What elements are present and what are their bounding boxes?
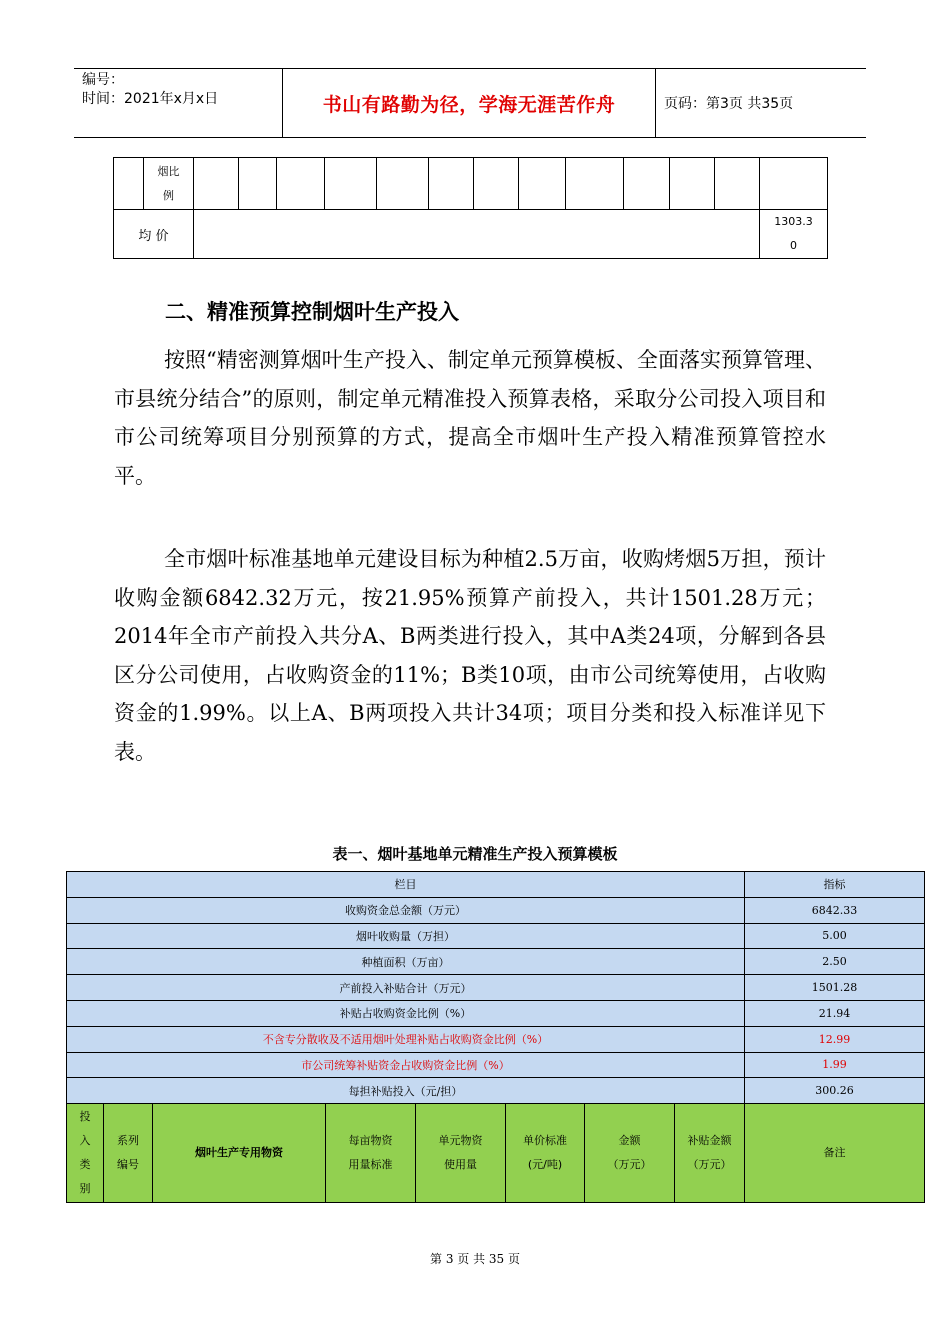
row-item: 烟叶收购量（万担）: [67, 923, 745, 949]
table-row: [67, 975, 925, 1001]
page-footer: 第 3 页 共 35 页: [430, 1252, 520, 1266]
header-line: 类: [79, 1158, 91, 1172]
header-line: （万元）: [687, 1158, 732, 1172]
table-row: [67, 923, 925, 949]
row-item: 收购资金总金额（万元）: [67, 897, 745, 923]
table-cell: [760, 158, 828, 210]
row-value: 21.94: [745, 1000, 925, 1026]
table-caption: 表一、烟叶基地单元精准生产投入预算模板: [332, 845, 618, 863]
table-row: [67, 1052, 925, 1078]
row-item: 产前投入补贴合计（万元）: [67, 975, 745, 1001]
section-heading: 二、精准预算控制烟叶生产投入: [165, 300, 459, 324]
paragraph-1: 按照“精密测算烟叶生产投入、制定单元预算模板、全面落实预算管理、市县统分结合”的原则，制定单元精准投入预算表格，采取分公司投入项目和市公司统筹项目分别预算的方式，提高全市烟叶生产投入精准预算管控水平。: [114, 348, 826, 488]
ratio-label: [144, 158, 194, 210]
col-unit-price: [506, 1104, 585, 1203]
ratio-label-line: 烟比: [157, 164, 180, 178]
avg-label: 均 价: [114, 210, 194, 259]
header-line: （万元）: [607, 1158, 652, 1172]
table-row: [67, 949, 925, 975]
row-value: 1.99: [745, 1052, 925, 1078]
column-header-row: [67, 1104, 925, 1203]
table-cell: [566, 158, 624, 210]
header-line: 别: [79, 1182, 91, 1196]
header-line: 单元物资: [438, 1134, 483, 1148]
head-item: 栏目: [67, 872, 745, 898]
header-line: 使用量: [444, 1158, 477, 1172]
header-line: 入: [79, 1134, 91, 1148]
col-investment-type: [67, 1104, 104, 1203]
col-per-mu-standard: [326, 1104, 416, 1203]
col-materials: 烟叶生产专用物资: [153, 1104, 326, 1203]
table-cell: [377, 158, 429, 210]
row-item: 不含专分散收及不适用烟叶处理补贴占收购资金比例（%）: [67, 1026, 745, 1052]
table-cell: [670, 158, 715, 210]
row-value: 5.00: [745, 923, 925, 949]
header-line: 单价标准: [523, 1134, 567, 1148]
header-line: 补贴金额: [687, 1134, 732, 1148]
row-value: 6842.33: [745, 897, 925, 923]
avg-value-line: 1303.3: [774, 215, 813, 228]
table-row: [67, 1078, 925, 1104]
table-cell: [519, 158, 566, 210]
avg-value: [760, 210, 828, 259]
table-row: [67, 897, 925, 923]
header-line: 金额: [618, 1134, 641, 1148]
table-row: [67, 1000, 925, 1026]
header-line: (元/吨): [527, 1158, 563, 1172]
table-cell: [429, 158, 474, 210]
number-label: 编号：: [82, 72, 124, 88]
continued-table: [113, 157, 828, 259]
row-value: 12.99: [745, 1026, 925, 1052]
row-item: 补贴占收购资金比例（%）: [67, 1000, 745, 1026]
avg-value-line: 0: [790, 239, 797, 252]
table-cell: [194, 158, 239, 210]
header-line: 每亩物资: [348, 1134, 393, 1148]
col-unit-usage: [416, 1104, 506, 1203]
col-remarks: 备注: [745, 1104, 925, 1203]
row-item: 每担补贴投入（元/担）: [67, 1078, 745, 1104]
header-line: 用量标准: [348, 1158, 393, 1172]
row-item: 市公司统筹补贴资金占收购资金比例（%）: [67, 1052, 745, 1078]
page-label: 页码：第3页 共35页: [664, 96, 794, 112]
head-value: 指标: [745, 872, 925, 898]
header-line: 系列: [117, 1134, 139, 1148]
table-cell: [474, 158, 519, 210]
motto: 书山有路勤为径，学海无涯苦作舟: [282, 69, 656, 137]
page-header: [74, 68, 866, 138]
col-series-number: [104, 1104, 153, 1203]
time-label: 时间：2021年x月x日: [82, 91, 219, 107]
table-row: [67, 1026, 925, 1052]
table-cell: [715, 158, 760, 210]
ratio-label-line: 例: [163, 188, 174, 202]
table-cell: [194, 210, 760, 259]
row-value: 1501.28: [745, 975, 925, 1001]
col-subsidy-amount: [675, 1104, 745, 1203]
header-line: 投: [79, 1110, 91, 1124]
table-cell: [325, 158, 377, 210]
table-cell: [239, 158, 277, 210]
header-line: 编号: [117, 1158, 139, 1172]
budget-table: [66, 871, 925, 1203]
table-cell: [277, 158, 325, 210]
header-meta: [74, 69, 282, 137]
paragraph-2: 全市烟叶标准基地单元建设目标为种植2.5万亩，收购烤烟5万担，预计收购金额6842.32万元，按21.95%预算产前投入，共计1501.28万元；2014年全市产前投入共分A、B两类进行投入，其中A类24项，分解到各县区分公司使用，占收购资金的11%；B类10项，由市公司统筹使用，占收购资金的1.99%。以上A、B两项投入共计34项；项目分类和投入标准详见下表。: [114, 547, 826, 764]
row-value: 300.26: [745, 1078, 925, 1104]
col-amount: [585, 1104, 675, 1203]
table-cell: [114, 158, 144, 210]
table-cell: [624, 158, 670, 210]
row-value: 2.50: [745, 949, 925, 975]
table-row: [67, 872, 925, 898]
row-item: 种植面积（万亩）: [67, 949, 745, 975]
